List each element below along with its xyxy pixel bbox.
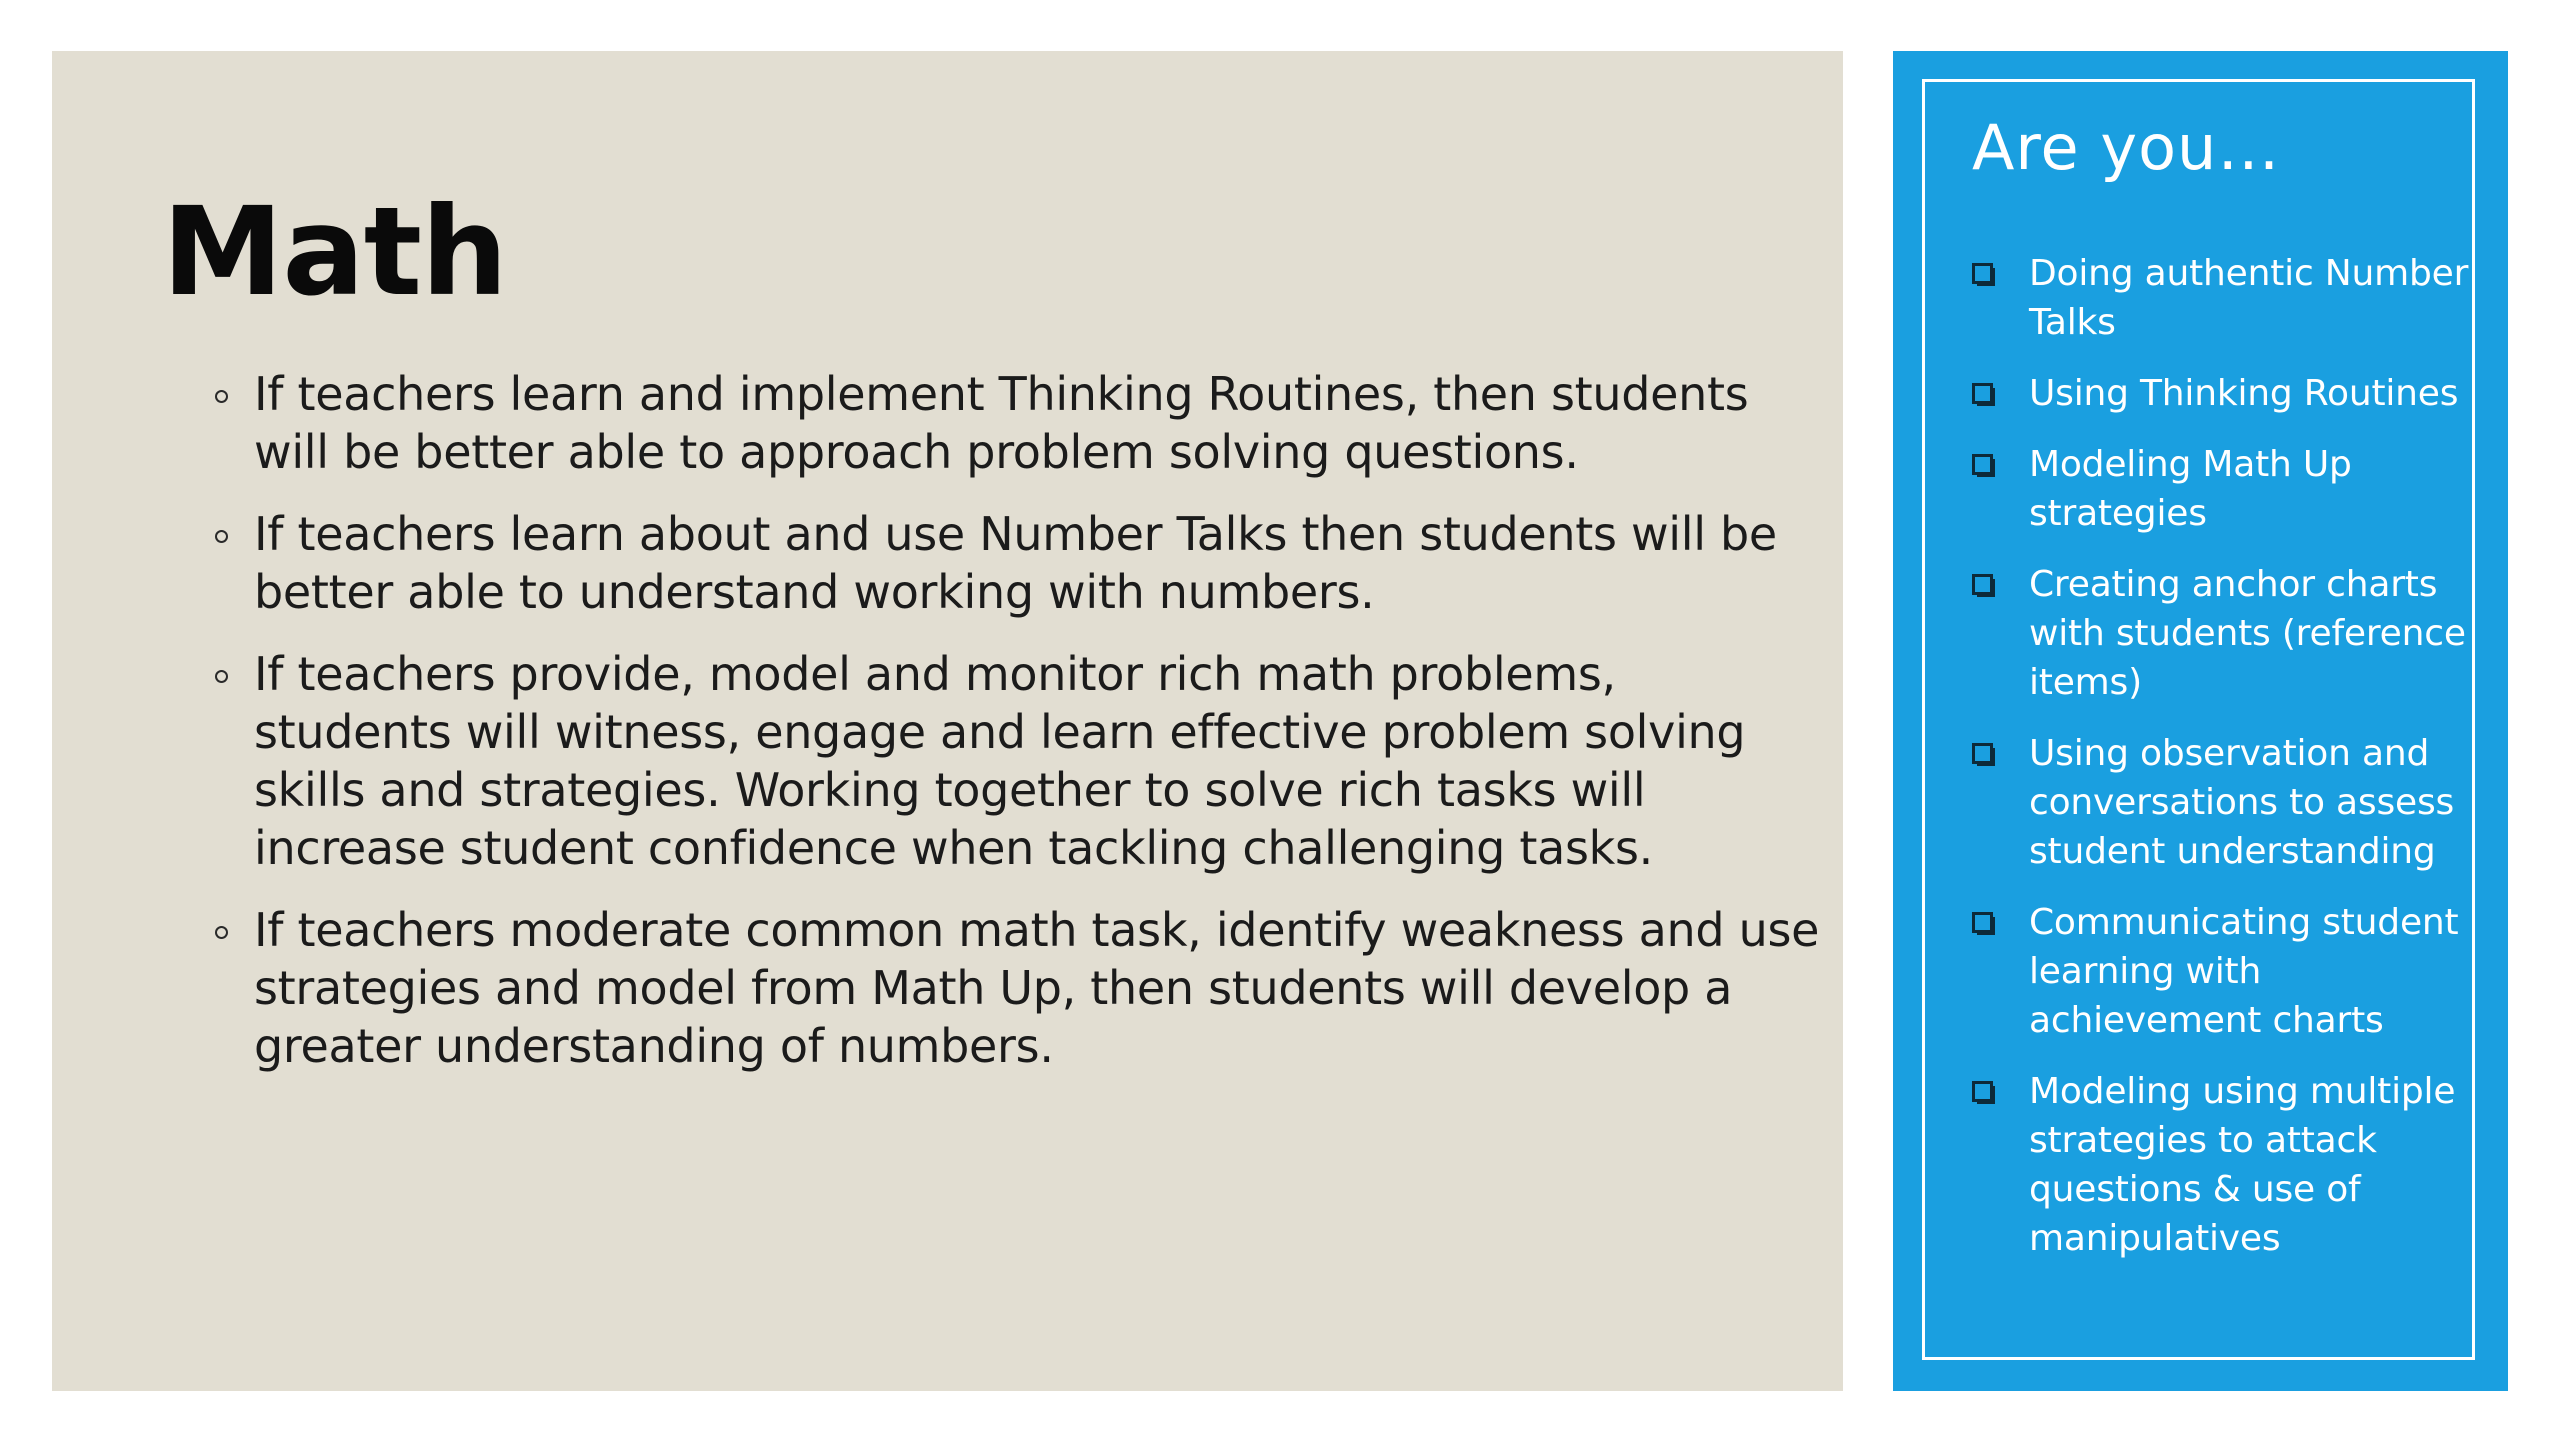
checkbox-icon [1972, 263, 1996, 287]
slide-title: Math [162, 181, 507, 323]
checkbox-icon [1972, 574, 1996, 598]
checkbox-icon [1972, 1081, 1996, 1105]
checklist-item [1972, 249, 2482, 347]
main-content-panel [52, 51, 1843, 1391]
bullet-item [162, 365, 1822, 481]
bullet-text: If teachers moderate common math task, identify weakness and use strategies and model from Math Up, then students will develop a greater understanding of numbers. [254, 903, 1820, 1073]
checklist-item-label: Using observation and conversations to assess student understanding [2029, 733, 2455, 872]
checklist-item [1972, 560, 2482, 707]
checkbox-icon [1972, 383, 1996, 407]
checklist-item-label: Creating anchor charts with students (reference items) [2029, 564, 2466, 703]
checklist-item-label: Communicating student learning with achievement charts [2029, 902, 2459, 1041]
circle-bullet-icon [215, 390, 228, 403]
circle-bullet-icon [215, 670, 228, 683]
bullet-item [162, 901, 1822, 1075]
sidebar-heading: Are you… [1972, 111, 2281, 184]
bullet-text: If teachers provide, model and monitor rich math problems, students will witness, engage and learn effective problem solving skills and strategies. Working together to solve rich tasks will increase student confidence when tackling challenging tasks. [254, 647, 1746, 875]
checklist-item [1972, 898, 2482, 1045]
checklist [1972, 249, 2482, 1285]
checklist-item-label: Modeling Math Up strategies [2029, 444, 2352, 534]
checklist-item-label: Doing authentic Number Talks [2029, 253, 2469, 343]
bullet-text: If teachers learn and implement Thinking Routines, then students will be better able to approach problem solving questions. [254, 367, 1749, 479]
bullet-text: If teachers learn about and use Number Talks then students will be better able to understand working with numbers. [254, 507, 1777, 619]
bullet-list [162, 365, 1822, 1099]
checklist-item [1972, 369, 2482, 418]
checkbox-icon [1972, 454, 1996, 478]
checklist-item-label: Using Thinking Routines [2029, 373, 2459, 414]
checklist-item [1972, 440, 2482, 538]
are-you-sidebar [1893, 51, 2508, 1391]
checklist-item-label: Modeling using multiple strategies to attack questions & use of manipulatives [2029, 1071, 2456, 1259]
checkbox-icon [1972, 743, 1996, 767]
circle-bullet-icon [215, 926, 228, 939]
bullet-item [162, 645, 1822, 877]
bullet-item [162, 505, 1822, 621]
checklist-item [1972, 729, 2482, 876]
checklist-item [1972, 1067, 2482, 1263]
circle-bullet-icon [215, 530, 228, 543]
checkbox-icon [1972, 912, 1996, 936]
